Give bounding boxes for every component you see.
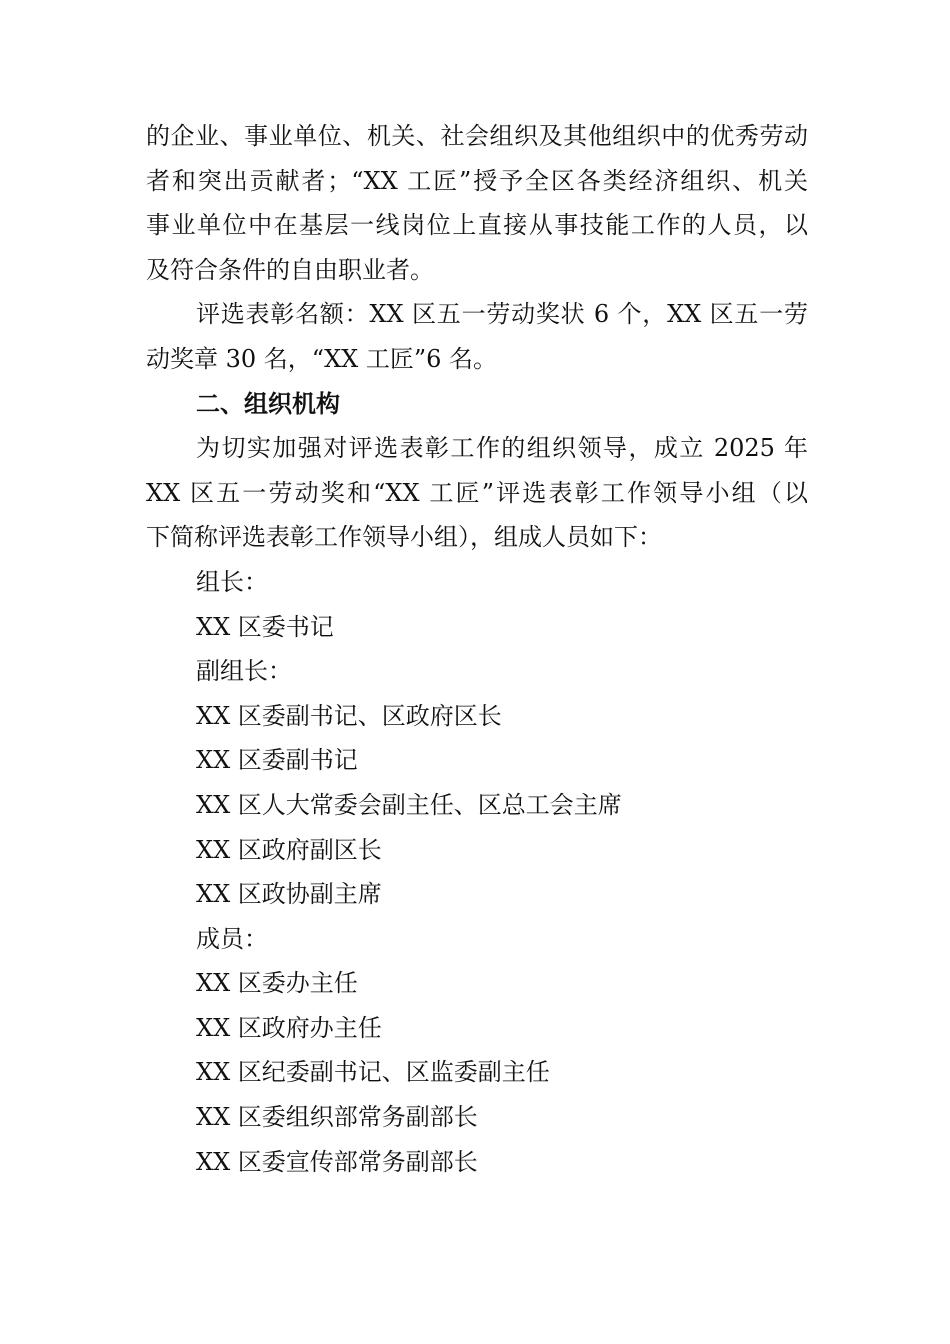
text-line: 评选表彰名额：XX 区五一劳动奖状 6 个，XX 区五一劳 xyxy=(196,300,808,329)
text-line: 及符合条件的自由职业者。 xyxy=(146,255,434,284)
member-item: XX 区委办主任 xyxy=(196,969,358,998)
member-item: XX 区政府副区长 xyxy=(196,835,382,864)
member-item: XX 区人大常委会副主任、区总工会主席 xyxy=(196,790,622,819)
member-item: XX 区委组织部常务副部长 xyxy=(196,1103,478,1132)
paragraph-award-quota xyxy=(146,292,808,381)
member-item: XX 区委副书记 xyxy=(196,746,358,775)
member-item: XX 区政府办主任 xyxy=(196,1013,382,1042)
member-item: XX 区委宣传部常务副部长 xyxy=(196,1147,478,1176)
text-line: XX 区五一劳动奖和“XX 工匠”评选表彰工作领导小组（以 xyxy=(146,478,808,507)
role-label: 副组长： xyxy=(196,657,292,686)
document-body xyxy=(146,114,808,1184)
text-line: 者和突出贡献者；“XX 工匠”授予全区各类经济组织、机关 xyxy=(146,166,808,195)
text-line: 的企业、事业单位、机关、社会组织及其他组织中的优秀劳动 xyxy=(146,122,808,150)
section-heading: 二、组织机构 xyxy=(196,389,340,418)
role-label: 组长： xyxy=(196,567,268,596)
text-line: 为切实加强对评选表彰工作的组织领导，成立 2025 年 xyxy=(196,434,808,463)
member-item: XX 区纪委副书记、区监委副主任 xyxy=(196,1058,550,1087)
paragraph-award-recipients xyxy=(146,114,808,292)
members-section xyxy=(146,917,808,1185)
text-line: 动奖章 30 名，“XX 工匠”6 名。 xyxy=(146,344,498,373)
deputy-leaders-section xyxy=(146,649,808,917)
member-item: XX 区委书记 xyxy=(196,612,334,641)
member-item: XX 区委副书记、区政府区长 xyxy=(196,701,502,730)
paragraph-leading-group xyxy=(146,426,808,560)
group-leader-section xyxy=(146,560,808,649)
text-line: 下简称评选表彰工作领导小组），组成人员如下： xyxy=(146,523,662,552)
text-line: 事业单位中在基层一线岗位上直接从事技能工作的人员，以 xyxy=(146,211,808,240)
role-label: 成员： xyxy=(196,924,268,953)
member-item: XX 区政协副主席 xyxy=(196,880,382,909)
